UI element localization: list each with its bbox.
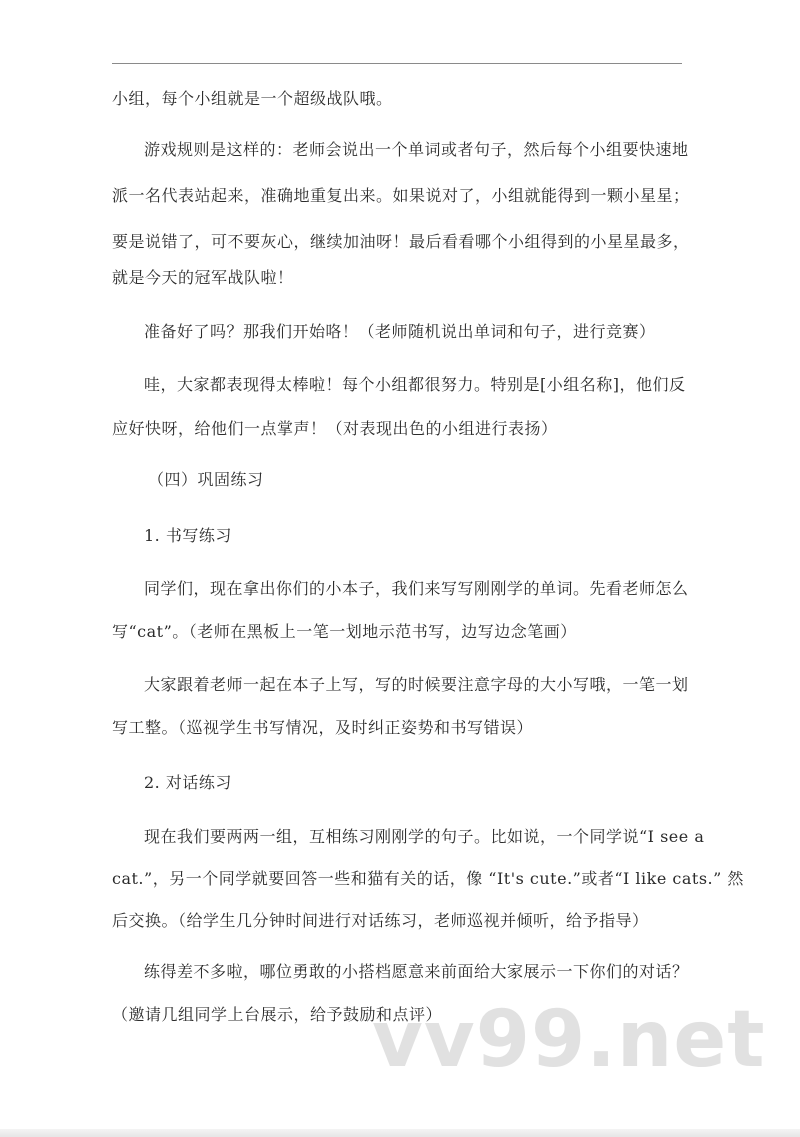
section-heading: （四）巩固练习 xyxy=(148,470,264,489)
text-line: （邀请几组同学上台展示，给予鼓励和点评） xyxy=(112,1005,443,1024)
text-line: 练得差不多啦，哪位勇敢的小搭档愿意来前面给大家展示一下你们的对话？ xyxy=(144,962,689,981)
text-line: 后交换。（给学生几分钟时间进行对话练习，老师巡视并倾听，给予指导） xyxy=(112,911,649,930)
text-line: 现在我们要两两一组，互相练习刚刚学的句子。比如说，一个同学说“I see a xyxy=(144,827,705,846)
text-line: 同学们，现在拿出你们的小本子，我们来写写刚刚学的单词。先看老师怎么 xyxy=(144,579,689,598)
text-line: 游戏规则是这样的：老师会说出一个单词或者句子，然后每个小组要快速地 xyxy=(144,140,689,159)
header-rule xyxy=(112,63,682,64)
text-line: 哇，大家都表现得太棒啦！每个小组都很努力。特别是[小组名称]，他们反 xyxy=(144,375,686,394)
watermark: vv99.net xyxy=(372,995,766,1085)
text-line: 写“cat”。（老师在黑板上一笔一划地示范书写，边写边念笔画） xyxy=(112,622,577,641)
text-line: 派一名代表站起来，准确地重复出来。如果说对了，小组就能得到一颗小星星； xyxy=(112,186,690,205)
text-line: 大家跟着老师一起在本子上写，写的时候要注意字母的大小写哦，一笔一划 xyxy=(144,675,689,694)
text-line: cat.”，另一个同学就要回答一些和猫有关的话，像 “It's cute.”或者“I like cats.” 然 xyxy=(112,869,744,888)
subsection-heading: 1. 书写练习 xyxy=(144,526,232,545)
text-line: 要是说错了，可不要灰心，继续加油呀！最后看看哪个小组得到的小星星最多， xyxy=(112,232,690,251)
text-line: 就是今天的冠军战队啦！ xyxy=(112,268,294,287)
text-line: 写工整。（巡视学生书写情况，及时纠正姿势和书写错误） xyxy=(112,718,534,737)
text-line: 小组，每个小组就是一个超级战队哦。 xyxy=(112,89,393,108)
page-bottom-edge xyxy=(0,1129,800,1137)
subsection-heading: 2. 对话练习 xyxy=(144,773,232,792)
text-line: 应好快呀，给他们一点掌声！（对表现出色的小组进行表扬） xyxy=(112,419,558,438)
text-line: 准备好了吗？那我们开始咯！（老师随机说出单词和句子，进行竞赛） xyxy=(144,322,656,341)
